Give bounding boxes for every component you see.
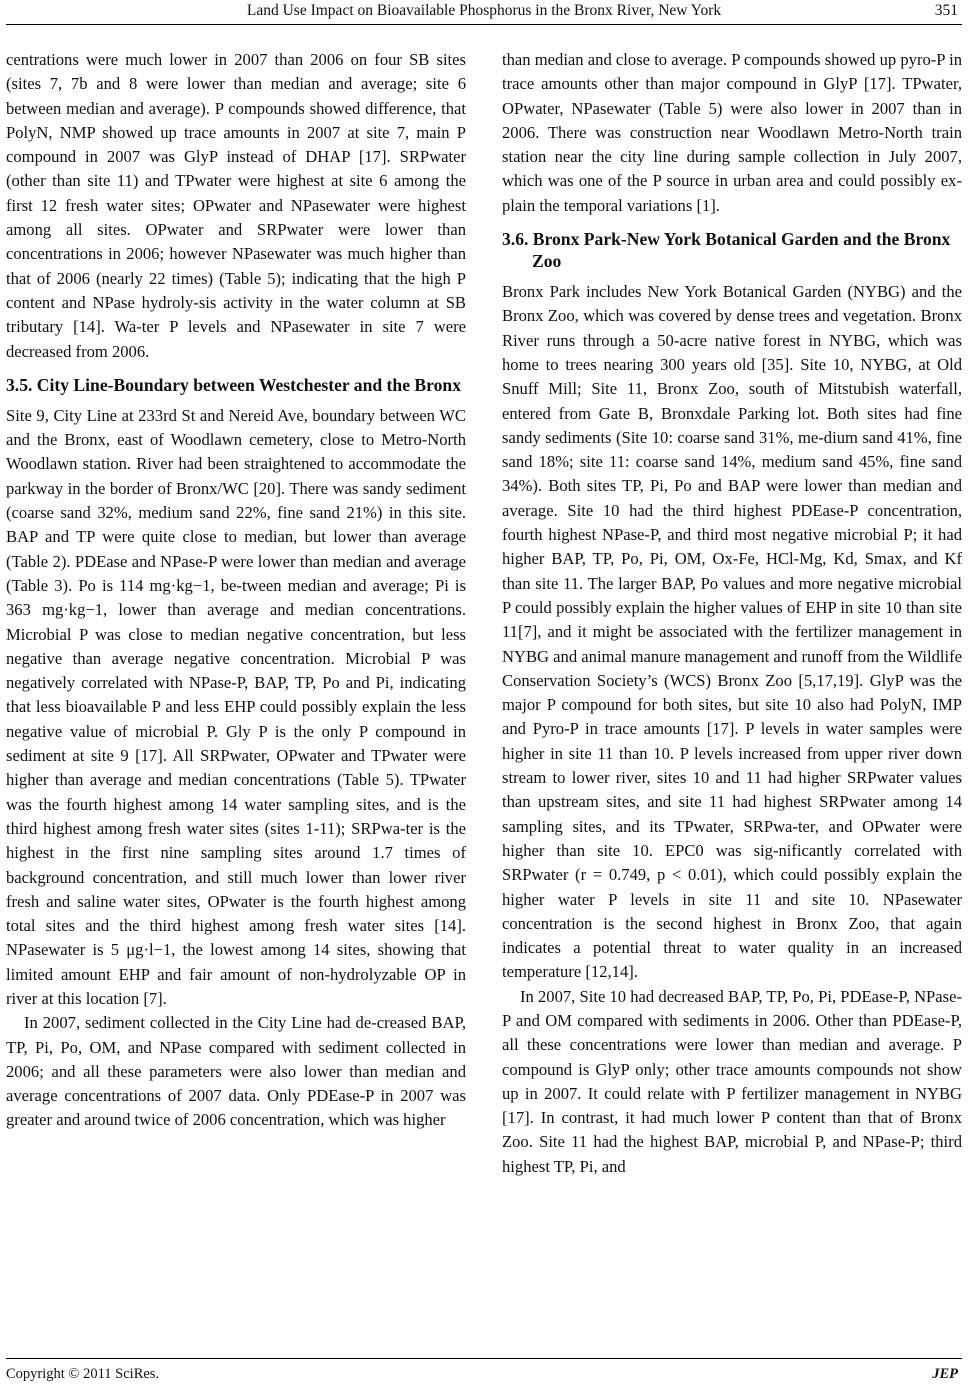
paragraph-city-line: Site 9, City Line at 233rd St and Nereid Ave, boundary between WC and the Bronx, east of Woodlawn cemetery, close to Metro-North Woodlawn station. River had been straightened to accommodate the parkway in the border of Bronx/WC [20]. There was sandy sediment (coarse sand 32%, medium sand 22%, fine sand 21%) in this site. BAP and TP were quite close to median, but lower than average (Table 2). PDEase and NPase-P were lower than median and average (Table 3). Po is 114 mg·kg−1, be-tween median and average; Pi is 363 mg·kg−1, lower than average and median concentrations. Microbial P was close to median negative concentration, but less negative than average negative concentration. Microbial P was negatively correlated with NPase-P, BAP, TP, Po and Pi, indicating that less bioavailable P and less EHP could possibly explain the less negative value of microbial P. Gly P is the only P compound in sediment at site 9 [17]. All SRPwater, OPwater and TPwater were higher than average and median concentrations (Table 5). TPwater was the fourth highest among 14 water sampling sites, and is the third highest among fresh water sites (sites 1-11); SRPwa-ter is the highest in the first nine sampling sites around 1.7 times of background concentration, and still much lower than lower river fresh and saline water sites, OPwater is the fourth highest among total sites and the third highest among fresh water sites [14]. NPasewater is 5 μg·l−1, the lowest among 14 sites, showing that limited amount EHP and fair amount of non-hydrolyzable OP in river at this location [7]. xyxy=(6,405,466,1008)
paragraph-city-line-2007: In 2007, sediment collected in the City Line had de-creased BAP, TP, Pi, Po, OM, and NPase compared with sediment collected in 2006; and all these parameters were also lower than median and average concentrations of 2007 data. Only PDEase-P in 2007 was greater and around twice of 2006 concentration, which was higher xyxy=(6,1013,466,1130)
left-column xyxy=(6,48,466,1133)
paragraph-pyro-p: than median and close to average. P compounds showed up pyro-P in trace amounts other than major compound in GlyP [17]. TPwater, OPwater, NPasewater (Table 5) were also lower in 2007 than in 2006. There was construction near Woodlawn Metro-North train station near the city line during sample collection in July 2007, which was one of the P source in urban area and could possibly ex-plain the temporal variations [1]. xyxy=(502,50,962,215)
running-title: Land Use Impact on Bioavailable Phosphorus in the Bronx River, New York xyxy=(246,2,722,19)
paragraph-bronx-park: Bronx Park includes New York Botanical Garden (NYBG) and the Bronx Zoo, which was covered by dense trees and vegetation. Bronx River runs through a 50-acre native forest in NYBG, which was home to trees nearing 300 years old [35]. Site 10, NYBG, at Old Snuff Mill; Site 11, Bronx Zoo, south of Mitstubish waterfall, entered from Gate B, Bronxdale Parking lot. Both sites had fine sandy sediments (Site 10: coarse sand 31%, me-dium sand 41%, fine sand 18%; site 11: coarse sand 14%, medium sand 45%, fine sand 34%). Both sites TP, Pi, Po and BAP were lower than median and average. Site 10 had the third highest PDEase-P concentration, fourth highest NPase-P, and third most negative microbial P; it had higher BAP, TP, Po, Pi, OM, Ox-Fe, HCl-Mg, Kd, Smax, and Kf than site 11. The larger BAP, Po values and more negative microbial P could possibly explain the higher values of EHP in site 10 than site 11[7], and it might be associated with the fertilizer management in NYBG and animal manure management and runoff from the Wildlife Conservation Society’s (WCS) Bronx Zoo [5,17,19]. GlyP was the major P compound for both sites, but site 10 also had PolyN, IMP and Pyro-P in trace amounts [17]. P levels in water samples were higher in site 11 than 10. P levels increased from upper river down stream to lower river, sites 10 and 11 had higher SRPwater values than upstream sites, and site 11 had highest SRPwater among 14 sampling sites, and its TPwater, SRPwa-ter, and OPwater were higher than site 10. EPC0 was sig-nificantly correlated with SRPwater (r = 0.749, p < 0.01), which could possibly explain the higher water P levels in site 11 and site 10. NPasewater concentration is the second highest in Bronx Zoo, that again indicates a potential threat to water quality in an increased temperature [12,14]. xyxy=(502,282,962,982)
paragraph-sb-sites: centrations were much lower in 2007 than 2006 on four SB sites (sites 7, 7b and 8 were lower than median and average; site 6 between median and average). P compounds showed difference, that PolyN, NMP showed up trace amounts in 2007 at site 7, main P compound in 2007 was GlyP instead of DHAP [17]. SRPwater (other than site 11) and TPwater were highest at site 6 among the first 12 fresh water sites; OPwater and NPasewater were highest among all sites. OPwater and SRPwater were lower than concentrations in 2006; however NPasewater was much higher than that of 2006 (nearly 22 times) (Table 5); indicating that the high P content and NPase hydroly-sis activity in the water column at SB tributary [14]. Wa-ter P levels and NPasewater in site 7 were decreased from 2006. xyxy=(6,50,466,361)
section-heading-3-6: 3.6. Bronx Park-New York Botanical Garden and the Bronx Zoo xyxy=(502,229,951,272)
copyright-notice: Copyright © 2011 SciRes. xyxy=(6,1366,160,1382)
page-number: 351 xyxy=(934,2,958,19)
right-column xyxy=(502,48,962,1179)
paragraph-site10-2007: In 2007, Site 10 had decreased BAP, TP, Po, Pi, PDEase-P, NPase-P and OM compared with sediments in 2006. Other than PDEase-P, all these concentrations were lower than median and average. P compound is GlyP only; other trace amounts compounds not show up in 2007. It could relate with P fertilizer management in NYBG [17]. In contrast, it had much lower P content than that of Bronx Zoo. Site 11 had the highest BAP, microbial P, and NPase-P; third highest TP, Pi, and xyxy=(502,986,962,1176)
journal-abbrev: JEP xyxy=(932,1366,958,1382)
header-rule xyxy=(6,24,962,25)
section-heading-3-5: 3.5. City Line-Boundary between Westchester and the Bronx xyxy=(6,374,462,395)
page-footer xyxy=(0,1352,968,1386)
footer-rule xyxy=(6,1358,962,1359)
page-header xyxy=(0,0,968,30)
